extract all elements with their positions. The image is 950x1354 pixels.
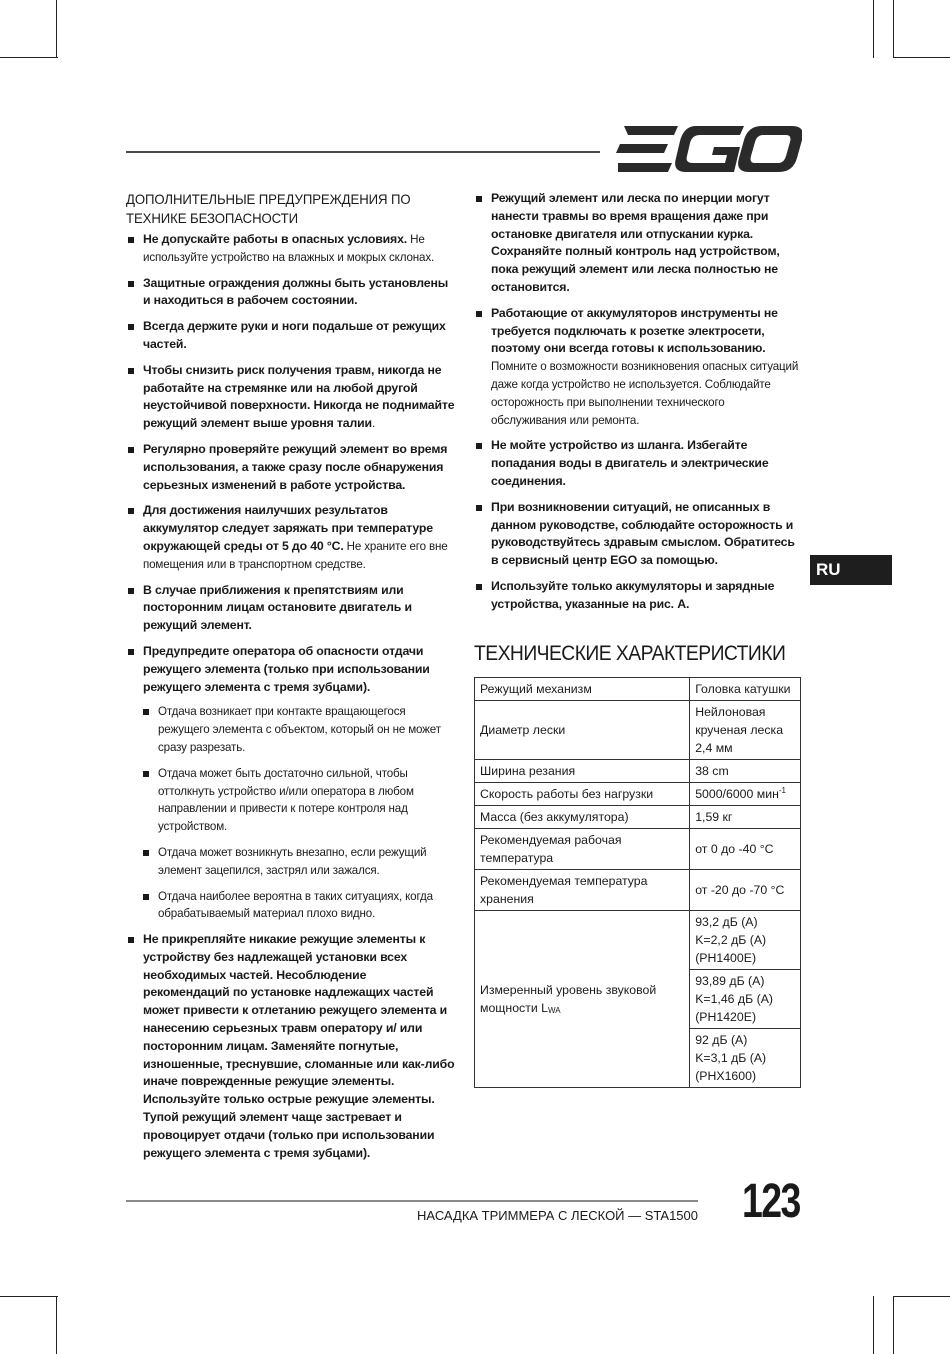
spec-label: Диаметр лески: [475, 701, 690, 760]
table-row: [475, 829, 801, 870]
spec-value: 38 cm: [690, 760, 801, 783]
list-item: Режущий элемент или леска по инерции могут нанести травмы во время вращения даже при остановке двигателя или отпускании курка. Сохраняйте полный контроль над устройством, пока режущий элемент или леска полностью не остановится.: [474, 190, 800, 297]
list-item: Регулярно проверяйте режущий элемент во время использования, а также сразу после обнаружения серьезных изменений в работе устройства.: [126, 441, 456, 494]
spec-value: 93,2 дБ (A) K=2,2 дБ (A) (PH1400E): [690, 911, 801, 970]
table-row: [475, 806, 801, 829]
crop-mark: [873, 1296, 874, 1354]
list-item: Не мойте устройство из шланга. Избегайте попадания воды в двигатель и электрические соединения.: [474, 437, 800, 490]
spec-label: Рекомендуемая рабочая температура: [475, 829, 690, 870]
crop-mark: [0, 1296, 58, 1297]
specs-title: ТЕХНИЧЕСКИЕ ХАРАКТЕРИСТИКИ: [474, 642, 786, 665]
list-item: Предупредите оператора об опасности отдачи режущего элемента (только при использовании режущего элемента с тремя зубцами). Отдача возникает при контакте вращающегося режущего элемента с объектом, который он не может сразу разрезать. Отдача может быть достаточно сильной, чтобы оттолкнуть устройство и/или оператора в любом направлении и привести к потере контроля над устройством. Отдача может возникнуть внезапно, если режущий элемент зацепился, застрял или зажался. Отдача наиболее вероятна в таких ситуациях, когда обрабатываемый материал плохо видно.: [126, 643, 456, 923]
crop-mark: [893, 57, 950, 58]
section-title: ДОПОЛНИТЕЛЬНЫЕ ПРЕДУПРЕЖДЕНИЯ ПО ТЕХНИКЕ БЕЗОПАСНОСТИ: [126, 192, 411, 226]
list-item: Работающие от аккумуляторов инструменты не требуется подключать к розетке электросети, поэтому они всегда готовы к использованию. Помните о возможности возникновения опасных ситуаций даже когда устройство не используется. Соблюдайте осторожность при выполнении технического обслуживания или ремонта.: [474, 305, 800, 430]
list-item: При возникновении ситуаций, не описанных в данном руководстве, соблюдайте осторожность и руководствуйтесь здравым смыслом. Обратитесь в сервисный центр EGO за помощью.: [474, 499, 800, 570]
spec-label: Рекомендуемая температура хранения: [475, 870, 690, 911]
list-item: Не допускайте работы в опасных условиях. Не используйте устройство на влажных и мокрых склонах.: [126, 231, 456, 267]
right-column: [474, 190, 800, 622]
list-item: Защитные ограждения должны быть установлены и находиться в рабочем состоянии.: [126, 275, 456, 311]
list-item: В случае приближения к препятствиям или посторонним лицам остановите двигатель и режущий элемент.: [126, 582, 456, 635]
list-item: Всегда держите руки и ноги подальше от режущих частей.: [126, 318, 456, 354]
list-item: Чтобы снизить риск получения травм, никогда не работайте на стремянке или на любой другой неустойчивой поверхности. Никогда не поднимайте режущий элемент выше уровня талии.: [126, 362, 456, 433]
crop-mark: [893, 1296, 950, 1297]
spec-label: Измеренный уровень звуковой мощности $L_{WA}$: [475, 911, 690, 1088]
sub-list-item: Отдача наиболее вероятна в таких ситуациях, когда обрабатываемый материал плохо видно.: [143, 888, 456, 924]
footer-rule: [126, 1200, 698, 1202]
spec-value: 93,89 дБ (A) K=1,46 дБ (A) (PH1420E): [690, 970, 801, 1029]
header-rule: [126, 151, 600, 153]
spec-label: Режущий механизм: [475, 678, 690, 701]
spec-value: от -20 до -70 °C: [690, 870, 801, 911]
table-row: [475, 760, 801, 783]
specs-table: [474, 677, 801, 1088]
list-item: Для достижения наилучших результатов аккумулятор следует заряжать при температуре окружающей среды от 5 до 40 °C. Не храните его вне помещения или в транспортном средстве.: [126, 502, 456, 573]
crop-mark: [873, 0, 874, 58]
page-number: 123: [742, 1175, 800, 1228]
table-row: [475, 870, 801, 911]
list-item: Используйте только аккумуляторы и зарядные устройства, указанные на рис. А.: [474, 578, 800, 614]
spec-value: Головка катушки: [690, 678, 801, 701]
table-row: [475, 701, 801, 760]
footer-title: НАСАДКА ТРИММЕРА С ЛЕСКОЙ — STA1500: [417, 1208, 698, 1223]
sub-list-item: Отдача возникает при контакте вращающегося режущего элемента с объектом, который он не может сразу разрезать.: [143, 703, 456, 756]
crop-mark: [893, 0, 894, 58]
spec-label: Ширина резания: [475, 760, 690, 783]
sub-list-item: Отдача может быть достаточно сильной, чтобы оттолкнуть устройство и/или оператора в любом направлении и привести к потере контроля над устройством.: [143, 765, 456, 836]
language-tab: RU: [810, 555, 892, 585]
crop-mark: [56, 0, 57, 58]
crop-mark: [0, 57, 58, 58]
crop-mark: [893, 1296, 894, 1354]
spec-label: Масса (без аккумулятора): [475, 806, 690, 829]
left-column: [126, 190, 456, 1170]
sub-list-item: Отдача может возникнуть внезапно, если режущий элемент зацепился, застрял или зажался.: [143, 844, 456, 880]
table-row: [475, 783, 801, 806]
table-row: [475, 911, 801, 970]
table-row: [475, 678, 801, 701]
spec-value: 5000/6000 мин$^{-1}$: [690, 783, 801, 806]
spec-value: Нейлоновая крученая леска 2,4 мм: [690, 701, 801, 760]
spec-label: Скорость работы без нагрузки: [475, 783, 690, 806]
list-item: Не прикрепляйте никакие режущие элементы к устройству без надлежащей установки всех необходимых частей. Несоблюдение рекомендаций по установке надлежащих частей может привести к отлетанию режущего элемента и нанесению серьезных травм оператору и/ или посторонним лицам. Заменяйте погнутые, изношенные, треснувшие, сломанные или как-либо иначе поврежденные режущие элементы. Используйте только острые режущие элементы. Тупой режущий элемент чаще застревает и провоцирует отдачи (только при использовании режущего элемента с тремя зубцами).: [126, 931, 456, 1162]
crop-mark: [56, 1296, 57, 1354]
spec-value: от 0 до -40 °C: [690, 829, 801, 870]
spec-value: 1,59 кг: [690, 806, 801, 829]
ego-logo: [616, 126, 802, 172]
spec-value: 92 дБ (A) K=3,1 дБ (A) (PHX1600): [690, 1029, 801, 1088]
